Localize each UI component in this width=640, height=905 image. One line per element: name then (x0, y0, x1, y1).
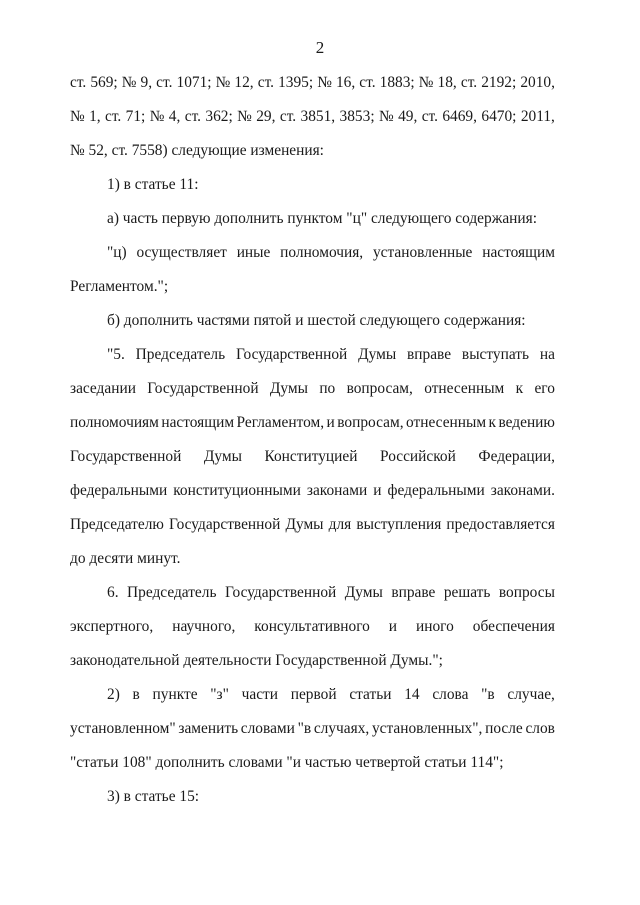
word: Государственной (70, 448, 182, 465)
word: полномочия, (280, 244, 364, 261)
word: после (485, 720, 523, 737)
word: 3853; (339, 108, 375, 125)
word: установленных", (371, 720, 483, 737)
word: Российской (380, 448, 456, 465)
word: Думы (285, 516, 324, 533)
word: пункте (152, 686, 198, 703)
word: ст. (359, 74, 376, 91)
text-line (107, 345, 555, 365)
text-line: б) дополнить частями пятой и шестой следующего содержания: (107, 312, 526, 329)
word: словами (240, 720, 295, 737)
word: Конституцией (264, 448, 358, 465)
word: 2192; (481, 74, 517, 91)
word: Думы (203, 448, 242, 465)
word: конституционными (173, 482, 301, 499)
word: 3851, (300, 108, 336, 125)
word: его (534, 380, 555, 397)
text-line (70, 73, 555, 93)
word: № (378, 108, 394, 125)
word: ст. (156, 74, 173, 91)
word: предоставляется (446, 516, 555, 533)
word: и (373, 482, 382, 499)
word: вопросам, (337, 414, 404, 431)
word: научного, (172, 618, 236, 635)
word: 2) (107, 686, 120, 703)
word: выступать (461, 346, 529, 363)
word: 1, (89, 108, 101, 125)
word: иного (416, 618, 454, 635)
word: № (215, 74, 231, 91)
word: № (317, 74, 332, 91)
word: вправе (391, 584, 436, 601)
text-line (70, 617, 555, 637)
word: Регламентом, (236, 414, 325, 431)
word: Думы (269, 380, 308, 397)
text-line (70, 413, 555, 433)
text-line: № 52, ст. 7558) следующие изменения: (70, 142, 324, 159)
word: экспертного, (70, 618, 154, 635)
text-line (70, 107, 555, 127)
word: № (70, 108, 85, 125)
word: установленном" (70, 720, 176, 737)
word: № (121, 74, 137, 91)
word: к (515, 380, 524, 397)
page-number: 2 (315, 38, 325, 57)
word: первой (290, 686, 337, 703)
word: 362; (205, 108, 233, 125)
text-line (107, 243, 555, 263)
word: 49, (398, 108, 418, 125)
word: по (319, 380, 336, 397)
text-line: 3) в статье 15: (107, 788, 200, 805)
text-line (70, 379, 555, 399)
word: осуществляет (136, 244, 227, 261)
word: заседании (70, 380, 136, 397)
word: "в (297, 720, 312, 737)
word: "з" (210, 686, 229, 703)
word: 2011, (520, 108, 555, 125)
word: 1395; (278, 74, 314, 91)
word: статьи (349, 686, 392, 703)
text-line: Регламентом."; (70, 278, 169, 295)
word: "в (481, 686, 495, 703)
word: "ц) (107, 244, 127, 261)
text-line: до десяти минут. (70, 550, 181, 567)
word: 1071; (176, 74, 212, 91)
word: Думы (344, 584, 383, 601)
word: настоящим (161, 414, 235, 431)
word: установленные (372, 244, 473, 261)
word: Государственной (224, 584, 337, 601)
word: вправе (407, 346, 452, 363)
word: слова (432, 686, 469, 703)
text-line: а) часть первую дополнить пунктом "ц" следующего содержания: (107, 210, 537, 227)
word: 4, (168, 108, 181, 125)
word: Председателю (70, 516, 164, 533)
word: 569; (90, 74, 118, 91)
word: № (418, 74, 434, 91)
word: 2010, (520, 74, 555, 91)
word: Государственной (235, 346, 348, 363)
word: к (488, 414, 497, 431)
word: 14 (404, 686, 420, 703)
word: на (539, 346, 555, 363)
word: 29, (256, 108, 276, 125)
text-line: законодательной деятельности Государственной Думы."; (70, 652, 443, 669)
text-line (70, 481, 555, 501)
word: федеральными (387, 482, 485, 499)
word: законами. (490, 482, 555, 499)
word: 71; (125, 108, 146, 125)
word: случае, (507, 686, 555, 703)
word: выступления (356, 516, 442, 533)
word: обеспечения (472, 618, 555, 635)
word: ведению (498, 414, 555, 431)
word: вопросам, (346, 380, 413, 397)
word: 18, (437, 74, 457, 91)
text-line: "статьи 108" дополнить словами "и частью четвертой статьи 114"; (70, 754, 504, 771)
word: 12, (234, 74, 254, 91)
text-line (70, 719, 555, 739)
word: ст. (421, 108, 438, 125)
word: Государственной (147, 380, 259, 397)
word: "5. (107, 346, 125, 363)
word: заменить (178, 720, 239, 737)
word: в (132, 686, 140, 703)
word: слов (525, 720, 555, 737)
word: части (241, 686, 279, 703)
word: ст. (257, 74, 274, 91)
text-line (107, 583, 555, 603)
word: для (328, 516, 352, 533)
text-line: 1) в статье 11: (107, 176, 199, 193)
word: полномочиям (70, 414, 159, 431)
word: Государственной (169, 516, 281, 533)
word: 6470; (481, 108, 517, 125)
word: ст. (105, 108, 122, 125)
word: федеральными (70, 482, 168, 499)
word: № (237, 108, 252, 125)
word: 6. (107, 584, 119, 601)
word: вопросы (498, 584, 555, 601)
word: ст. (460, 74, 478, 91)
word: ст. (184, 108, 201, 125)
word: 9, (140, 74, 153, 91)
word: случаях, (313, 720, 370, 737)
word: 6469, (442, 108, 477, 125)
word: ст. (279, 108, 297, 125)
text-line (107, 685, 555, 705)
word: законами (306, 482, 368, 499)
word: Председатель (127, 584, 217, 601)
word: ст. (70, 74, 87, 91)
text-line (70, 515, 555, 535)
word: № (149, 108, 165, 125)
word: 1883; (379, 74, 415, 91)
word: Федерации, (478, 448, 555, 465)
word: и (326, 414, 335, 431)
word: отнесенным (424, 380, 505, 397)
word: консультативного (254, 618, 370, 635)
text-line (70, 447, 555, 467)
word: отнесенным (406, 414, 487, 431)
word: настоящим (482, 244, 555, 261)
word: и (388, 618, 398, 635)
word: 16, (335, 74, 356, 91)
word: Думы (358, 346, 397, 363)
word: иные (236, 244, 271, 261)
word: решать (443, 584, 491, 601)
word: Председатель (135, 346, 226, 363)
